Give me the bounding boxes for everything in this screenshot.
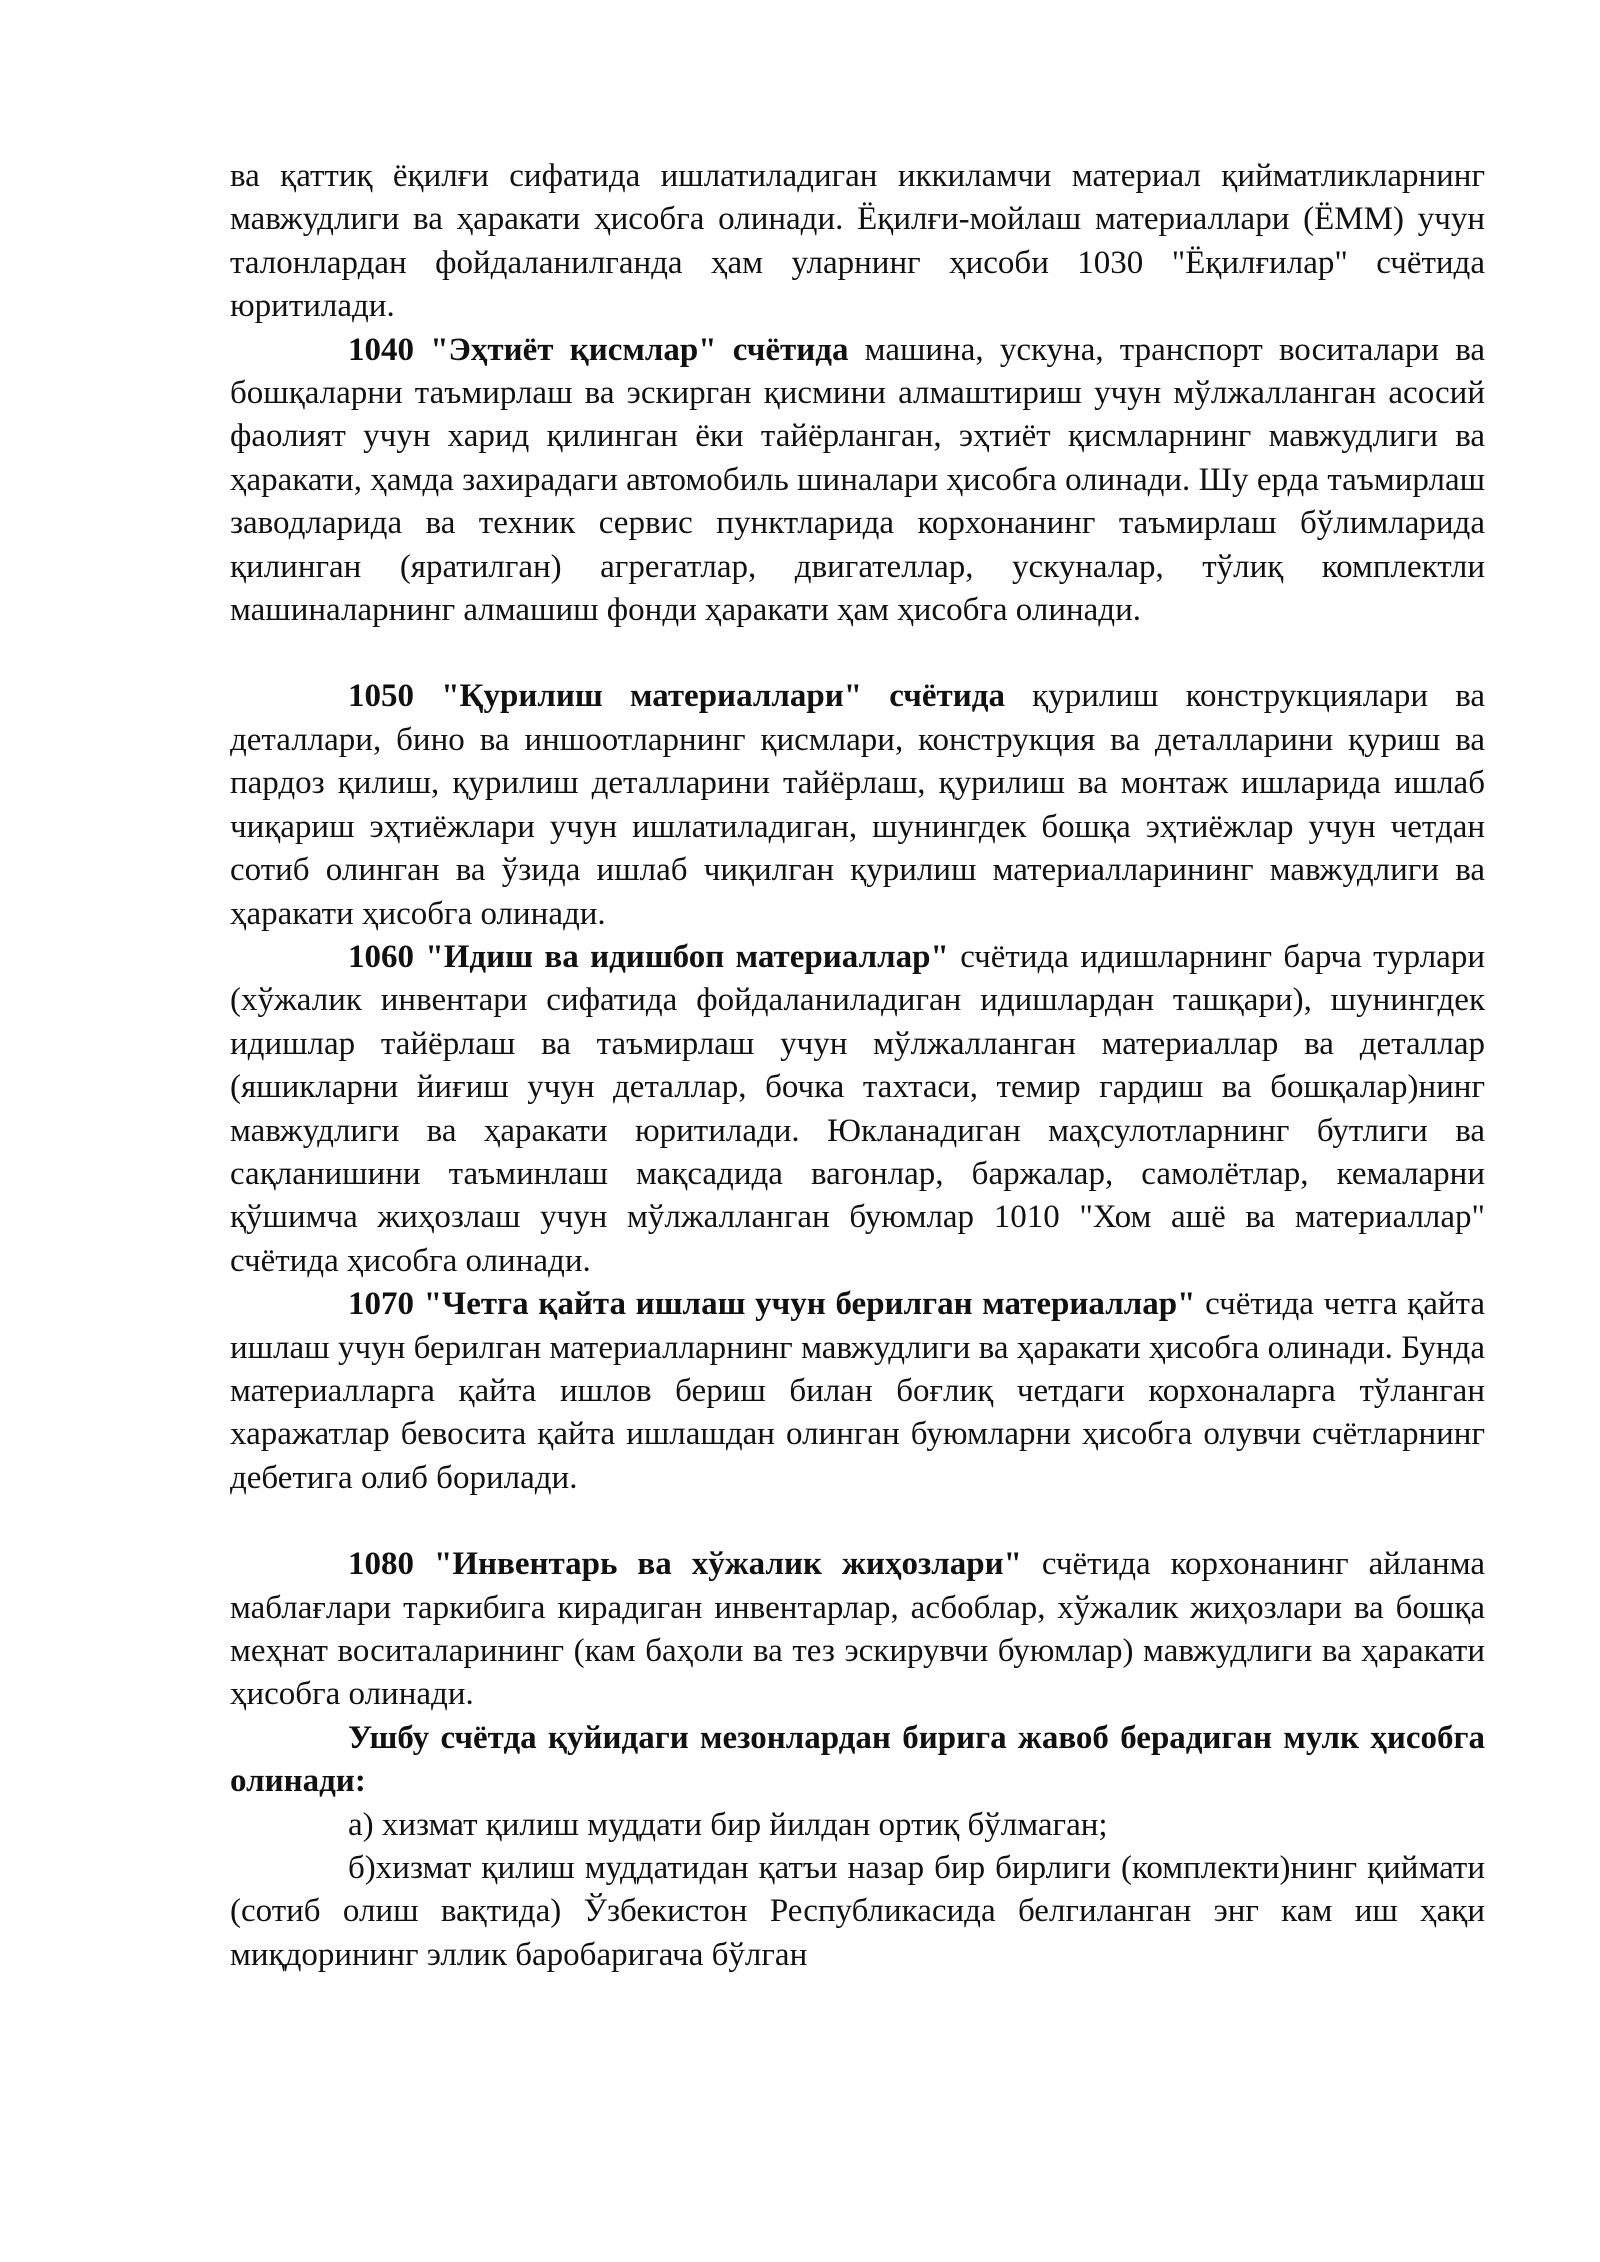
account-heading-1050: 1050 "Қурилиш материаллари" счётида	[348, 678, 1005, 715]
paragraph-1050	[230, 675, 1485, 935]
paragraph-text: қурилиш конструкциялари ва деталлари, бино ва иншоотларнинг қисмлари, конструкция ва деталларини қуриш ва пардоз қилиш, қурилиш деталларини тайёрлаш, қурилиш ва монтаж ишларида ишлаб чиқариш эҳтиёжлари учун ишлатиладиган, шунингдек бошқа эҳтиёжлар учун четдан сотиб олинган ва ўзида ишлаб чиқилган қурилиш материалларининг мавжудлиги ва ҳаракати ҳисобга олинади.	[230, 678, 1485, 932]
criteria-item-b	[230, 1847, 1485, 1977]
account-heading-1080: 1080 "Инвентарь ва хўжалик жиҳозлари"	[348, 1546, 1022, 1583]
paragraph-text: ва қаттиқ ёқилғи сифатида ишлатиладиган иккиламчи материал қийматликларнинг мавжудлиги ва ҳаракати ҳисобга олинади. Ёқилғи-мойлаш материаллари (ЁММ) учун талонлардан фойдаланилганда ҳам уларнинг ҳисоби 1030 "Ёқилғилар" счётида юритилади.	[230, 158, 1485, 325]
account-heading-1070: 1070 "Четга қайта ишлаш учун берилган материаллар"	[348, 1286, 1196, 1323]
criteria-heading: Ушбу счётда қуйидаги мезонлардан бирига жавоб берадиган мулк ҳисобга олинади:	[230, 1719, 1485, 1800]
account-heading-1040: 1040 "Эҳтиёт қисмлар" счётида	[348, 331, 849, 368]
paragraph-text: счётида корхонанинг айланма маблағлари таркибига кирадиган инвентарлар, асбоблар, хўжалик жиҳозлари ва бошқа меҳнат воситаларининг (кам баҳоли ва тез эскирувчи буюмлар) мавжудлиги ва ҳаракати ҳисобга олинади.	[230, 1546, 1485, 1713]
criteria-item-a	[230, 1804, 1485, 1847]
account-heading-1060: 1060 "Идиш ва идишбоп материаллар"	[348, 938, 949, 975]
paragraph-text: машина, ускуна, транспорт воситалари ва бошқаларни таъмирлаш ва эскирган қисмини алмаштириш учун мўлжалланган асосий фаолият учун харид қилинган ёки тайёрланган, эҳтиёт қисмларнинг мавжудлиги ва ҳаракати, ҳамда захирадаги автомобиль шиналари ҳисобга олинади. Шу ерда таъмирлаш заводларида ва техник сервис пунктларида корхонанинг таъмирлаш бўлимларида қилинган (яратилган) агрегатлар, двигателлар, ускуналар, тўлиқ комплектли машиналарнинг алмашиш фонди ҳаракати ҳам ҳисобга олинади.	[230, 331, 1485, 629]
paragraph-1060	[230, 936, 1485, 1283]
paragraph-1080	[230, 1543, 1485, 1717]
paragraph-text: а) хизмат қилиш муддати бир йилдан ортиқ бўлмаган;	[348, 1806, 1108, 1843]
paragraph-text: счётида идишларнинг барча турлари (хўжалик инвентари сифатида фойдаланиладиган идишлардан ташқари), шунингдек идишлар тайёрлаш ва таъмирлаш учун мўлжалланган материаллар ва деталлар (яшикларни йиғиш учун деталлар, бочка тахтаси, темир гардиш ва бошқалар)нинг мавжудлиги ва ҳаракати юритилади. Юкланадиган маҳсулотларнинг бутлиги ва сақланишини таъминлаш мақсадида вагонлар, баржалар, самолётлар, кемаларни қўшимча жиҳозлаш учун мўлжалланган буюмлар 1010 "Хом ашё ва материаллар" счётида ҳисобга олинади.	[230, 938, 1485, 1279]
document-body	[230, 155, 1485, 1977]
paragraph-criteria-intro	[230, 1717, 1485, 1804]
paragraph-text: счётида четга қайта ишлаш учун берилган материалларнинг мавжудлиги ва ҳаракати ҳисобга олинади. Бунда материалларга қайта ишлов бериш билан боғлиқ четдаги корхоналарга тўланган харажатлар бевосита қайта ишлашдан олинган буюмларни ҳисобга олувчи счётларнинг дебетига олиб борилади.	[230, 1286, 1485, 1496]
paragraph-text: б)хизмат қилиш муддатидан қатъи назар бир бирлиги (комплекти)нинг қиймати (сотиб олиш вақтида) Ўзбекистон Республикасида белгиланган энг кам иш ҳақи миқдорининг эллик баробаригача бўлган	[230, 1850, 1485, 1973]
paragraph-yoqilgi	[230, 155, 1485, 329]
paragraph-1040	[230, 329, 1485, 633]
paragraph-1070	[230, 1283, 1485, 1500]
